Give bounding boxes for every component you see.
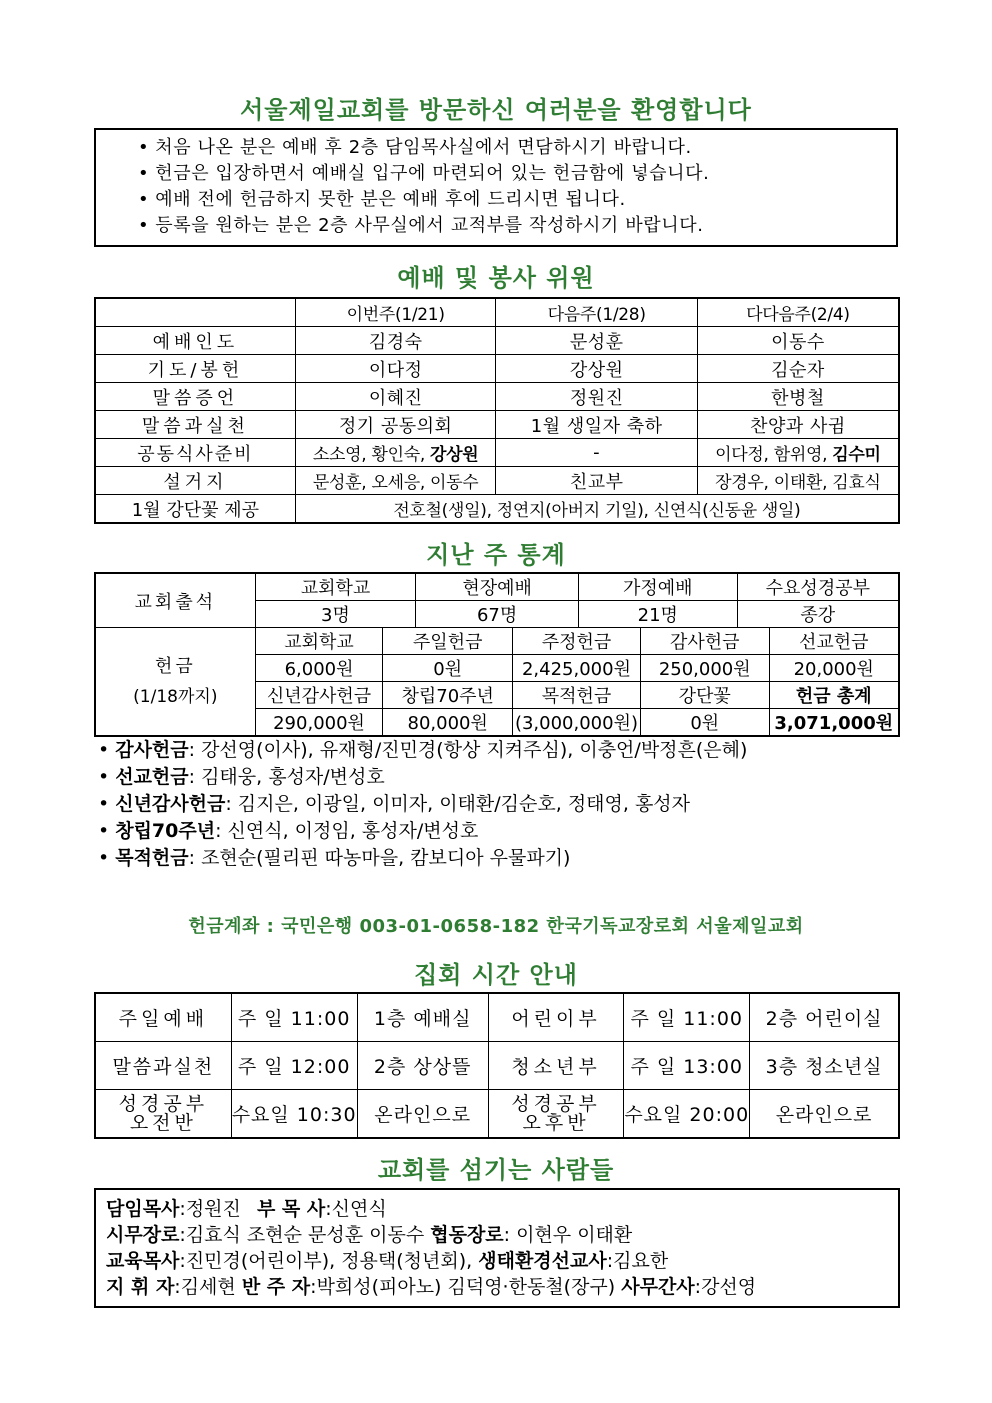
meeting-name: 어린이부 [488,993,624,1042]
attendance-header: 교회학교 [255,573,416,601]
staff-names: :진민경(어린이부), 정용택(청년회), [179,1250,479,1272]
note-text: : 강선영(이사), 유재형/진민경(항상 지켜주심), 이충언/박정흔(은혜) [188,739,748,761]
service-header-this-week: 이번주(1/21) [295,298,496,327]
meeting-time: 주 일 11:00 [231,993,357,1042]
offering-header: 목적헌금 [513,682,641,709]
staff-names: : 이현우 이태환 [503,1224,633,1246]
service-table [94,297,900,524]
staff-role: 시무장로 [106,1224,180,1246]
meeting-time: 주 일 12:00 [231,1042,357,1090]
meetings-table [94,992,900,1139]
service-header-blank [95,298,295,327]
attendance-header: 가정예배 [578,573,737,601]
offering-header: 창립70주년 [383,682,513,709]
note-text: : 조현순(필리핀 따농마을, 캄보디아 우물파기) [188,847,571,869]
meeting-place: 2층 상상뜰 [357,1042,488,1090]
service-cell: 1월 생일자 축하 [496,411,697,439]
staff-role: 교육목사 [106,1250,180,1272]
note-text: : 김지은, 이광일, 이미자, 이태환/김순호, 정태영, 홍성자 [225,793,691,815]
service-row-label: 예배인도 [95,327,295,355]
staff-role: 부 목 사 [256,1198,326,1220]
stats-table [94,572,900,737]
service-row-label: 말씀증언 [95,383,295,411]
offering-label: 헌금 [154,655,196,677]
attendance-value: 21명 [578,601,737,628]
note-text: : 신연식, 이정임, 홍성자/변성호 [215,820,479,842]
note-text: : 김태웅, 홍성자/변성호 [188,766,385,788]
staff-role: 지 휘 자 [106,1276,175,1298]
attendance-value: 67명 [416,601,579,628]
staff-line [106,1196,898,1222]
service-cell: 김경숙 [295,327,496,355]
meeting-place: 온라인으로 [357,1090,488,1139]
staff-role: 생태환경선교사 [478,1250,607,1272]
service-cell: 장경우, 이태환, 김효식 [697,467,899,495]
offering-value: 2,425,000원 [513,655,641,682]
offering-header: 신년감사헌금 [255,682,383,709]
meeting-time: 수요일 20:00 [624,1090,750,1139]
welcome-line: • 등록을 원하는 분은 2층 사무실에서 교적부를 작성하시기 바랍니다. [138,213,896,239]
staff-names: :강선영 [694,1276,757,1298]
meeting-time: 수요일 10:30 [231,1090,357,1139]
service-row-label: 설거지 [95,467,295,495]
meeting-name: 주일예배 [95,993,231,1042]
service-cell: 정원진 [496,383,697,411]
note-label: 감사헌금 [115,739,189,761]
welcome-box [94,128,898,247]
service-title: 예배 및 봉사 위원 [397,264,595,292]
attendance-value: 종강 [737,601,899,628]
service-cell-bold: 강상원 [430,445,479,465]
note-label: 선교헌금 [115,766,189,788]
meeting-time: 주 일 13:00 [624,1042,750,1090]
offering-total-header: 헌금 총계 [769,682,899,709]
service-cell: 강상원 [496,355,697,383]
service-cell: 김순자 [697,355,899,383]
meeting-time: 주 일 11:00 [624,993,750,1042]
staff-names: :박희성(피아노) 김덕영·한동철(장구) [310,1276,622,1298]
offering-account: 헌금계좌 : 국민은행 003-01-0658-182 한국기독교장로회 서울제일교회 [188,916,804,937]
note-label: 신년감사헌금 [115,793,226,815]
flower-label: 1월 강단꽃 제공 [95,495,295,524]
service-cell: 이혜진 [295,383,496,411]
welcome-line: • 처음 나온 분은 예배 후 2층 담임목사실에서 면담하시기 바랍니다. [138,135,896,161]
attendance-header: 수요성경공부 [737,573,899,601]
offering-header: 교회학교 [255,628,383,655]
staff-title: 교회를 섬기는 사람들 [377,1156,615,1184]
staff-line [106,1222,898,1248]
offering-header: 주일헌금 [383,628,513,655]
offering-value: 6,000원 [255,655,383,682]
service-cell: 문성훈 [496,327,697,355]
attendance-header: 현장예배 [416,573,579,601]
service-header-week-after: 다다음주(2/4) [697,298,899,327]
service-row-label: 공동식사준비 [95,439,295,467]
offering-header: 강단꽃 [640,682,769,709]
service-cell-text: 이다정, 함위영, [715,445,833,465]
offering-value: (3,000,000원) [513,709,641,737]
attendance-value: 3명 [255,601,416,628]
service-cell: 한병철 [697,383,899,411]
note-label: 창립70주년 [115,820,216,842]
staff-role: 사무간사 [621,1276,695,1298]
welcome-line: • 예배 전에 헌금하지 못한 분은 예배 후에 드리시면 됩니다. [138,187,896,213]
welcome-line: • 헌금은 입장하면서 예배실 입구에 마련되어 있는 헌금함에 넣습니다. [138,161,896,187]
offering-sublabel: (1/18까지) [133,686,218,707]
staff-names: :정원진 [179,1198,247,1220]
staff-line [106,1248,898,1274]
note-line [98,845,747,872]
meetings-title: 집회 시간 안내 [414,961,578,989]
offering-value: 0원 [383,655,513,682]
staff-role: 담임목사 [106,1198,180,1220]
service-row-label: 말씀과실천 [95,411,295,439]
staff-names: :김세현 [174,1276,242,1298]
service-cell: 이동수 [697,327,899,355]
stats-title: 지난 주 통계 [426,541,566,569]
offering-value: 0원 [640,709,769,737]
meeting-name: 말씀과실천 [95,1042,231,1090]
offering-header: 감사헌금 [640,628,769,655]
meeting-place: 2층 어린이실 [750,993,899,1042]
offering-value: 250,000원 [640,655,769,682]
note-label: 목적헌금 [115,847,189,869]
meeting-place: 3층 청소년실 [750,1042,899,1090]
offering-notes [98,737,747,872]
staff-box [94,1188,900,1308]
staff-names: :김요한 [606,1250,669,1272]
service-cell: - [496,439,697,467]
meeting-place: 온라인으로 [750,1090,899,1139]
service-cell: 찬양과 사귐 [697,411,899,439]
offering-header: 선교헌금 [769,628,899,655]
meeting-name: 청소년부 [488,1042,624,1090]
meeting-name: 성경공부 오전반 [95,1090,231,1139]
service-cell: 정기 공동의회 [295,411,496,439]
service-cell: 이다정 [295,355,496,383]
attendance-label: 교회출석 [95,573,255,628]
staff-names: :신연식 [325,1198,387,1220]
staff-role: 협동장로 [430,1224,504,1246]
service-cell-bold: 김수미 [832,445,881,465]
note-line [98,764,747,791]
staff-line [106,1274,898,1300]
note-line [98,791,747,818]
meeting-place: 1층 예배실 [357,993,488,1042]
welcome-title: 서울제일교회를 방문하신 여러분을 환영합니다 [240,96,752,124]
offering-value: 20,000원 [769,655,899,682]
staff-names: :김효식 조현순 문성훈 이동수 [179,1224,431,1246]
service-cell [697,439,899,467]
service-cell-text: 소소영, 황인숙, [312,445,431,465]
note-line [98,737,747,764]
note-line [98,818,747,845]
meeting-name: 성경공부 오후반 [488,1090,624,1139]
offering-label-cell [95,628,255,737]
service-cell [295,439,496,467]
offering-value: 290,000원 [255,709,383,737]
flower-value: 전호철(생일), 정연지(아버지 기일), 신연식(신동윤 생일) [295,495,899,524]
offering-header: 주정헌금 [513,628,641,655]
offering-value: 80,000원 [383,709,513,737]
service-cell: 문성훈, 오세응, 이동수 [295,467,496,495]
staff-role: 반 주 자 [241,1276,311,1298]
service-cell: 친교부 [496,467,697,495]
service-row-label: 기도/봉헌 [95,355,295,383]
service-header-next-week: 다음주(1/28) [496,298,697,327]
offering-total-value: 3,071,000원 [769,709,899,737]
